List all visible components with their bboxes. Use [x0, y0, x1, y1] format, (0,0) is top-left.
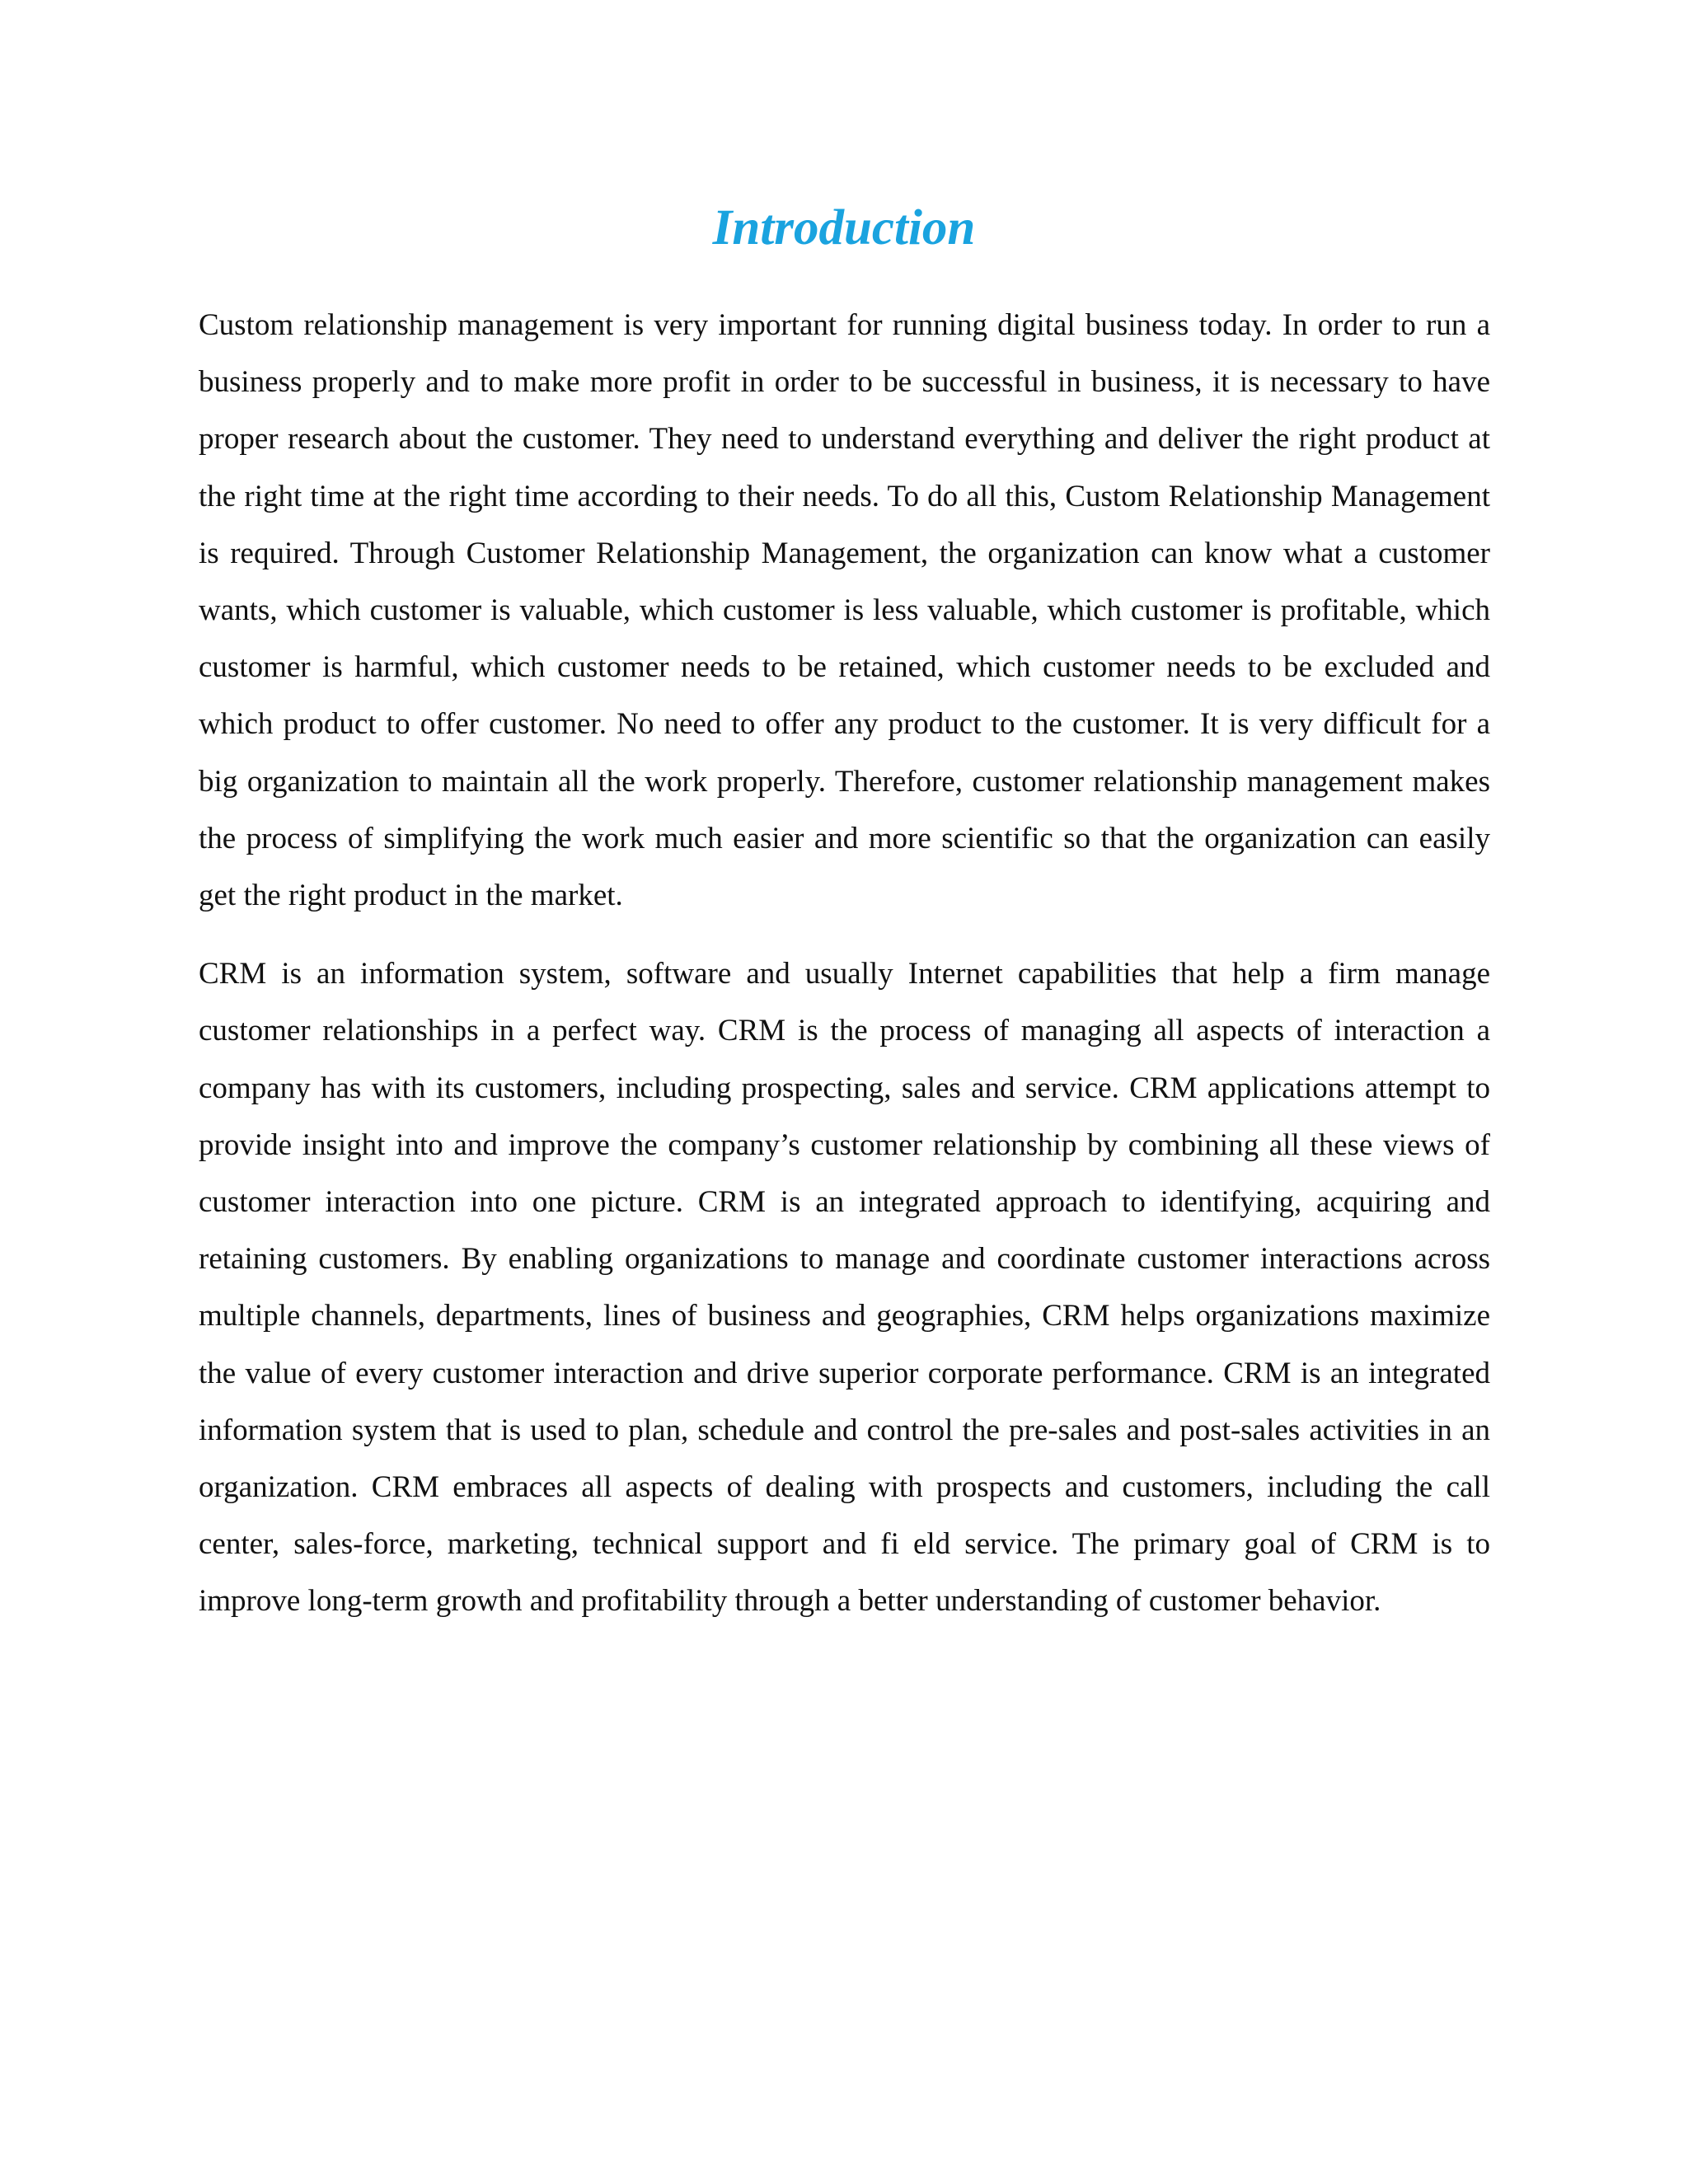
paragraph-crm-importance: Custom relationship management is very important for running digital business today. In order to run a business properly and to make more profit in order to be successful in business, it is necessary to have proper research about the customer. They need to understand everything and deliver the right product at the right time at the right time according to their needs. To do all this, Custom Relationship Management is required. Through Customer Relationship Management, the organization can know what a customer wants, which customer is valuable, which customer is less valuable, which customer is profitable, which customer is harmful, which customer needs to be retained, which customer needs to be excluded and which product to offer customer. No need to offer any product to the customer. It is very difficult for a big organization to maintain all the work properly. Therefore, customer relationship management makes the process of simplifying the work much easier and more scientific so that the organization can easily get the right product in the market. [199, 308, 1490, 913]
paragraph-crm-definition: CRM is an information system, software and usually Internet capabilities that help a firm manage customer relationships in a perfect way. CRM is the process of managing all aspects of interaction a company has with its customers, including prospecting, sales and service. CRM applications attempt to provide insight into and improve the company’s customer relationship by combining all these views of customer interaction into one picture. CRM is an integrated approach to identifying, acquiring and retaining customers. By enabling organizations to manage and coordinate customer interactions across multiple channels, departments, lines of business and geographies, CRM helps organizations maximize the value of every customer interaction and drive superior corporate performance. CRM is an integrated information system that is used to plan, schedule and control the pre-sales and post-sales activities in an organization. CRM embraces all aspects of dealing with prospects and customers, including the call center, sales-force, marketing, technical support and fi eld service. The primary goal of CRM is to improve long-term growth and profitability through a better understanding of customer behavior. [199, 957, 1490, 1619]
body-text [199, 297, 1490, 1630]
page-title: Introduction [712, 200, 976, 255]
